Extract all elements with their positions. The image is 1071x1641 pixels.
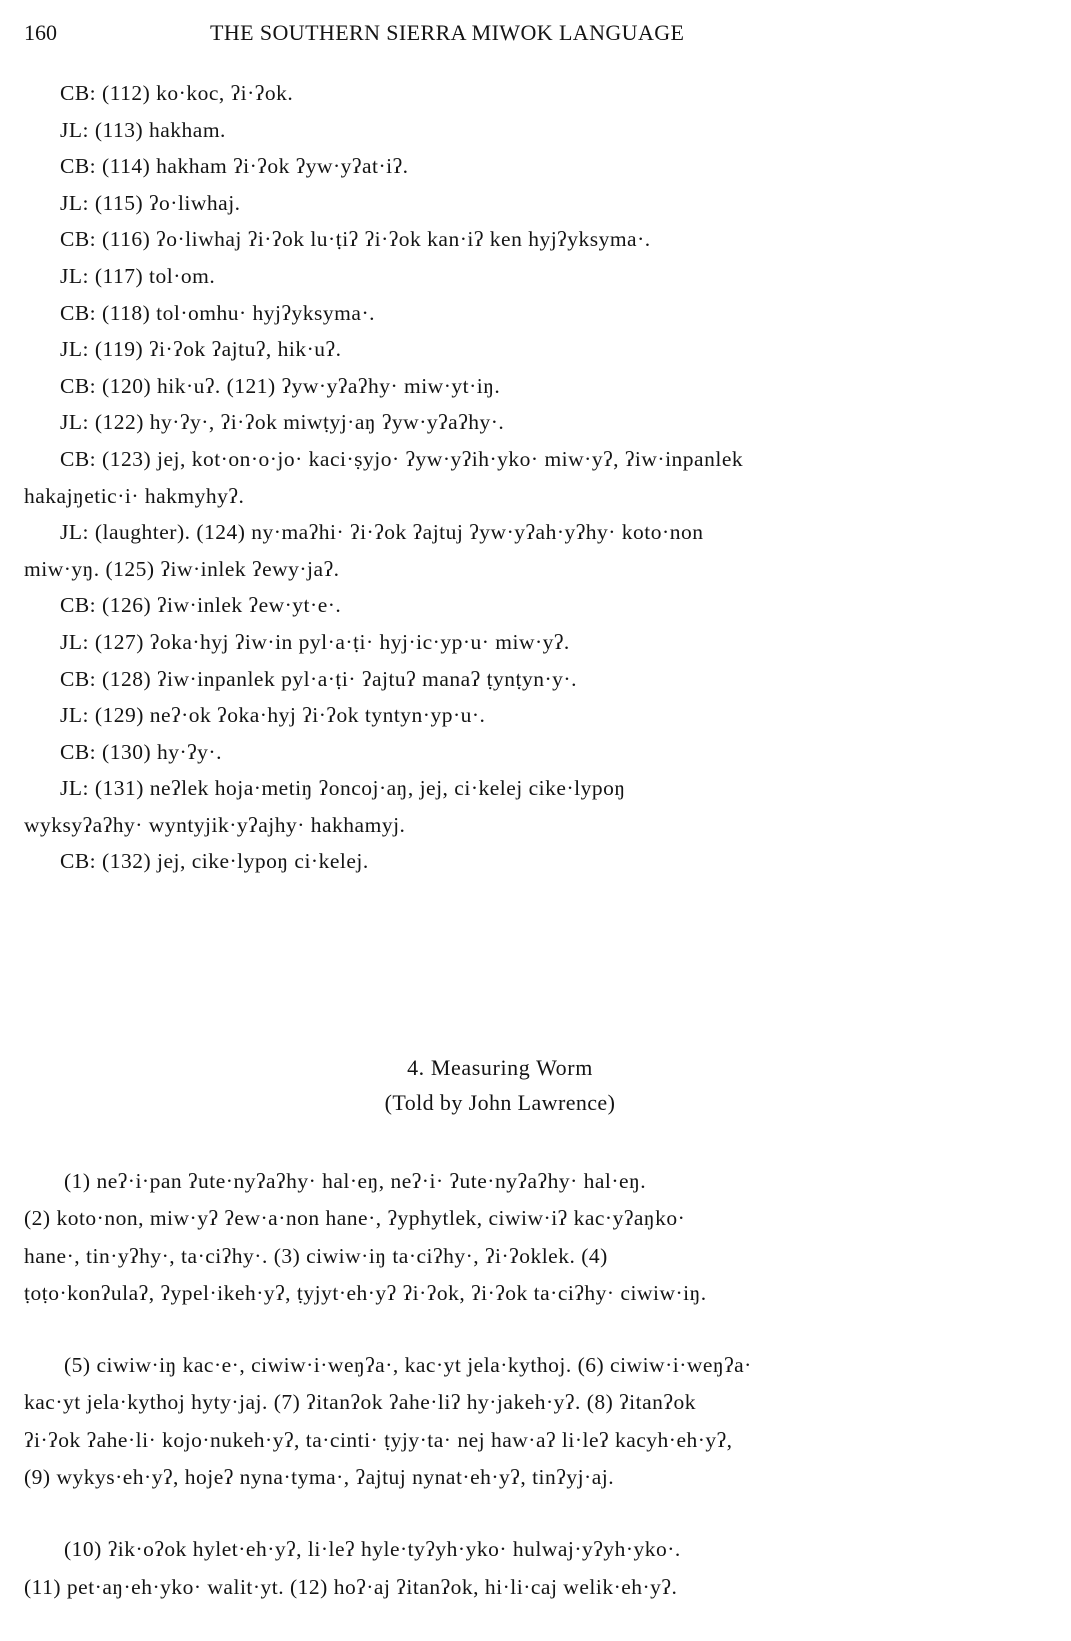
dialogue-line: CB: (130) hy·ʔy·. xyxy=(60,739,222,764)
dialogue-line: CB: (120) hik·uʔ. (121) ʔyw·yʔaʔhy· miw·yt·iŋ. xyxy=(60,373,501,398)
dialogue-turn xyxy=(24,331,1034,368)
dialogue-turn xyxy=(24,770,1034,843)
story-line: (9) wykys·eh·yʔ, hojeʔ nyna·tyma·, ʔajtuj nynat·eh·yʔ, tinʔyj·aj. xyxy=(24,1465,615,1490)
dialogue-line: JL: (127) ʔoka·hyj ʔiw·in pyl·a·ṭi· hyj·ic·yp·u· miw·yʔ. xyxy=(60,629,570,654)
dialogue-line: JL: (129) neʔ·ok ʔoka·hyj ʔi·ʔok tyntyn·yp·u·. xyxy=(60,703,486,728)
dialogue-line: CB: (118) tol·omhu· hyjʔyksyma·. xyxy=(60,300,375,325)
dialogue-line: JL: (119) ʔi·ʔok ʔajtuʔ, hik·uʔ. xyxy=(60,337,342,362)
dialogue-turn xyxy=(24,441,1034,514)
dialogue-turn xyxy=(24,514,1034,587)
dialogue-line-continued: miw·yŋ. (125) ʔiw·inlek ʔewy·jaʔ. xyxy=(24,556,340,581)
dialogue-turn xyxy=(24,112,1034,149)
dialogue-turn xyxy=(24,295,1034,332)
dialogue-turn xyxy=(24,587,1034,624)
page-number: 160 xyxy=(24,20,57,45)
dialogue-line-continued: hakajŋetic·i· hakmyhyʔ. xyxy=(24,483,245,508)
page-header xyxy=(24,20,1031,50)
dialogue-line: JL: (115) ʔo·liwhaj. xyxy=(60,190,241,215)
dialogue-line: JL: (122) hy·ʔy·, ʔi·ʔok miwṭyj·aŋ ʔyw·yʔaʔhy·. xyxy=(60,410,505,435)
story-title: 4. Measuring Worm xyxy=(407,1055,593,1080)
dialogue-turn xyxy=(24,368,1034,405)
dialogue-transcript xyxy=(24,75,1034,880)
dialogue-line: CB: (116) ʔo·liwhaj ʔi·ʔok lu·ṭiʔ ʔi·ʔok kan·iʔ ken hyjʔyksyma·. xyxy=(60,227,651,252)
dialogue-line: CB: (112) ko·koc, ʔi·ʔok. xyxy=(60,81,294,105)
story-paragraph xyxy=(24,1531,1034,1606)
dialogue-turn xyxy=(24,75,1034,112)
story-line: (5) ciwiw·iŋ kac·e·, ciwiw·i·weŋʔa·, kac·yt jela·kythoj. (6) ciwiw·i·weŋʔa· xyxy=(64,1353,752,1378)
dialogue-turn xyxy=(24,185,1034,222)
dialogue-line: CB: (123) jej, kot·on·o·jo· kaci·ṣyjo· ʔyw·yʔih·yko· miw·yʔ, ʔiw·inpanlek xyxy=(60,446,744,471)
story-heading xyxy=(0,1050,1000,1120)
running-head: THE SOUTHERN SIERRA MIWOK LANGUAGE xyxy=(210,20,685,45)
dialogue-line: JL: (laughter). (124) ny·maʔhi· ʔi·ʔok ʔajtuj ʔyw·yʔah·yʔhy· koto·non xyxy=(60,520,704,545)
dialogue-line: CB: (132) jej, cike·lypoŋ ci·kelej. xyxy=(60,849,369,874)
dialogue-line: JL: (117) tol·om. xyxy=(60,263,216,288)
story-subtitle: (Told by John Lawrence) xyxy=(384,1090,616,1115)
story-line: ṭoṭo·konʔulaʔ, ʔypel·ikeh·yʔ, ṭyjyt·eh·yʔ ʔi·ʔok, ʔi·ʔok ta·ciʔhy· ciwiw·iŋ. xyxy=(24,1280,707,1305)
story-paragraph xyxy=(24,1347,1034,1496)
dialogue-line: JL: (131) neʔlek hoja·metiŋ ʔoncoj·aŋ, jej, ci·kelej cike·lypoŋ xyxy=(60,776,626,801)
dialogue-line: CB: (114) hakham ʔi·ʔok ʔyw·yʔat·iʔ. xyxy=(60,154,409,179)
story-line: (1) neʔ·i·pan ʔute·nyʔaʔhy· hal·eŋ, neʔ·i· ʔute·nyʔaʔhy· hal·eŋ. xyxy=(64,1169,647,1193)
story-line: hane·, tin·yʔhy·, ta·ciʔhy·. (3) ciwiw·iŋ ta·ciʔhy·, ʔi·ʔoklek. (4) xyxy=(24,1243,608,1268)
dialogue-turn xyxy=(24,624,1034,661)
story-line: (2) koto·non, miw·yʔ ʔew·a·non hane·, ʔyphytlek, ciwiw·iʔ kac·yʔaŋko· xyxy=(24,1206,686,1231)
dialogue-turn xyxy=(24,697,1034,734)
story-line: (11) pet·aŋ·eh·yko· walit·yt. (12) hoʔ·aj ʔitanʔok, hi·li·caj welik·eh·yʔ. xyxy=(24,1574,678,1599)
dialogue-turn xyxy=(24,221,1034,258)
dialogue-turn xyxy=(24,258,1034,295)
dialogue-turn xyxy=(24,661,1034,698)
dialogue-line: CB: (128) ʔiw·inpanlek pyl·a·ṭi· ʔajtuʔ manaʔ ṭynṭyn·y·. xyxy=(60,666,577,691)
dialogue-turn xyxy=(24,148,1034,185)
dialogue-line: CB: (126) ʔiw·inlek ʔew·yt·e·. xyxy=(60,593,342,618)
dialogue-turn xyxy=(24,734,1034,771)
story-line: (10) ʔik·oʔok hylet·eh·yʔ, li·leʔ hyle·tyʔyh·yko· hulwaj·yʔyh·yko·. xyxy=(64,1537,681,1562)
dialogue-turn xyxy=(24,404,1034,441)
story-line: ʔi·ʔok ʔahe·li· kojo·nukeh·yʔ, ta·cinti· ṭyjy·ta· nej haw·aʔ li·leʔ kacyh·eh·yʔ, xyxy=(24,1427,733,1452)
story-line: kac·yt jela·kythoj hyty·jaj. (7) ʔitanʔok ʔahe·liʔ hy·jakeh·yʔ. (8) ʔitanʔok xyxy=(24,1390,696,1415)
dialogue-line: JL: (113) hakham. xyxy=(60,117,226,142)
story-paragraph xyxy=(24,1163,1034,1312)
dialogue-line-continued: wyksyʔaʔhy· wyntyjik·yʔajhy· hakhamyj. xyxy=(24,812,406,837)
story-text xyxy=(24,1163,1034,1641)
dialogue-turn xyxy=(24,843,1034,880)
